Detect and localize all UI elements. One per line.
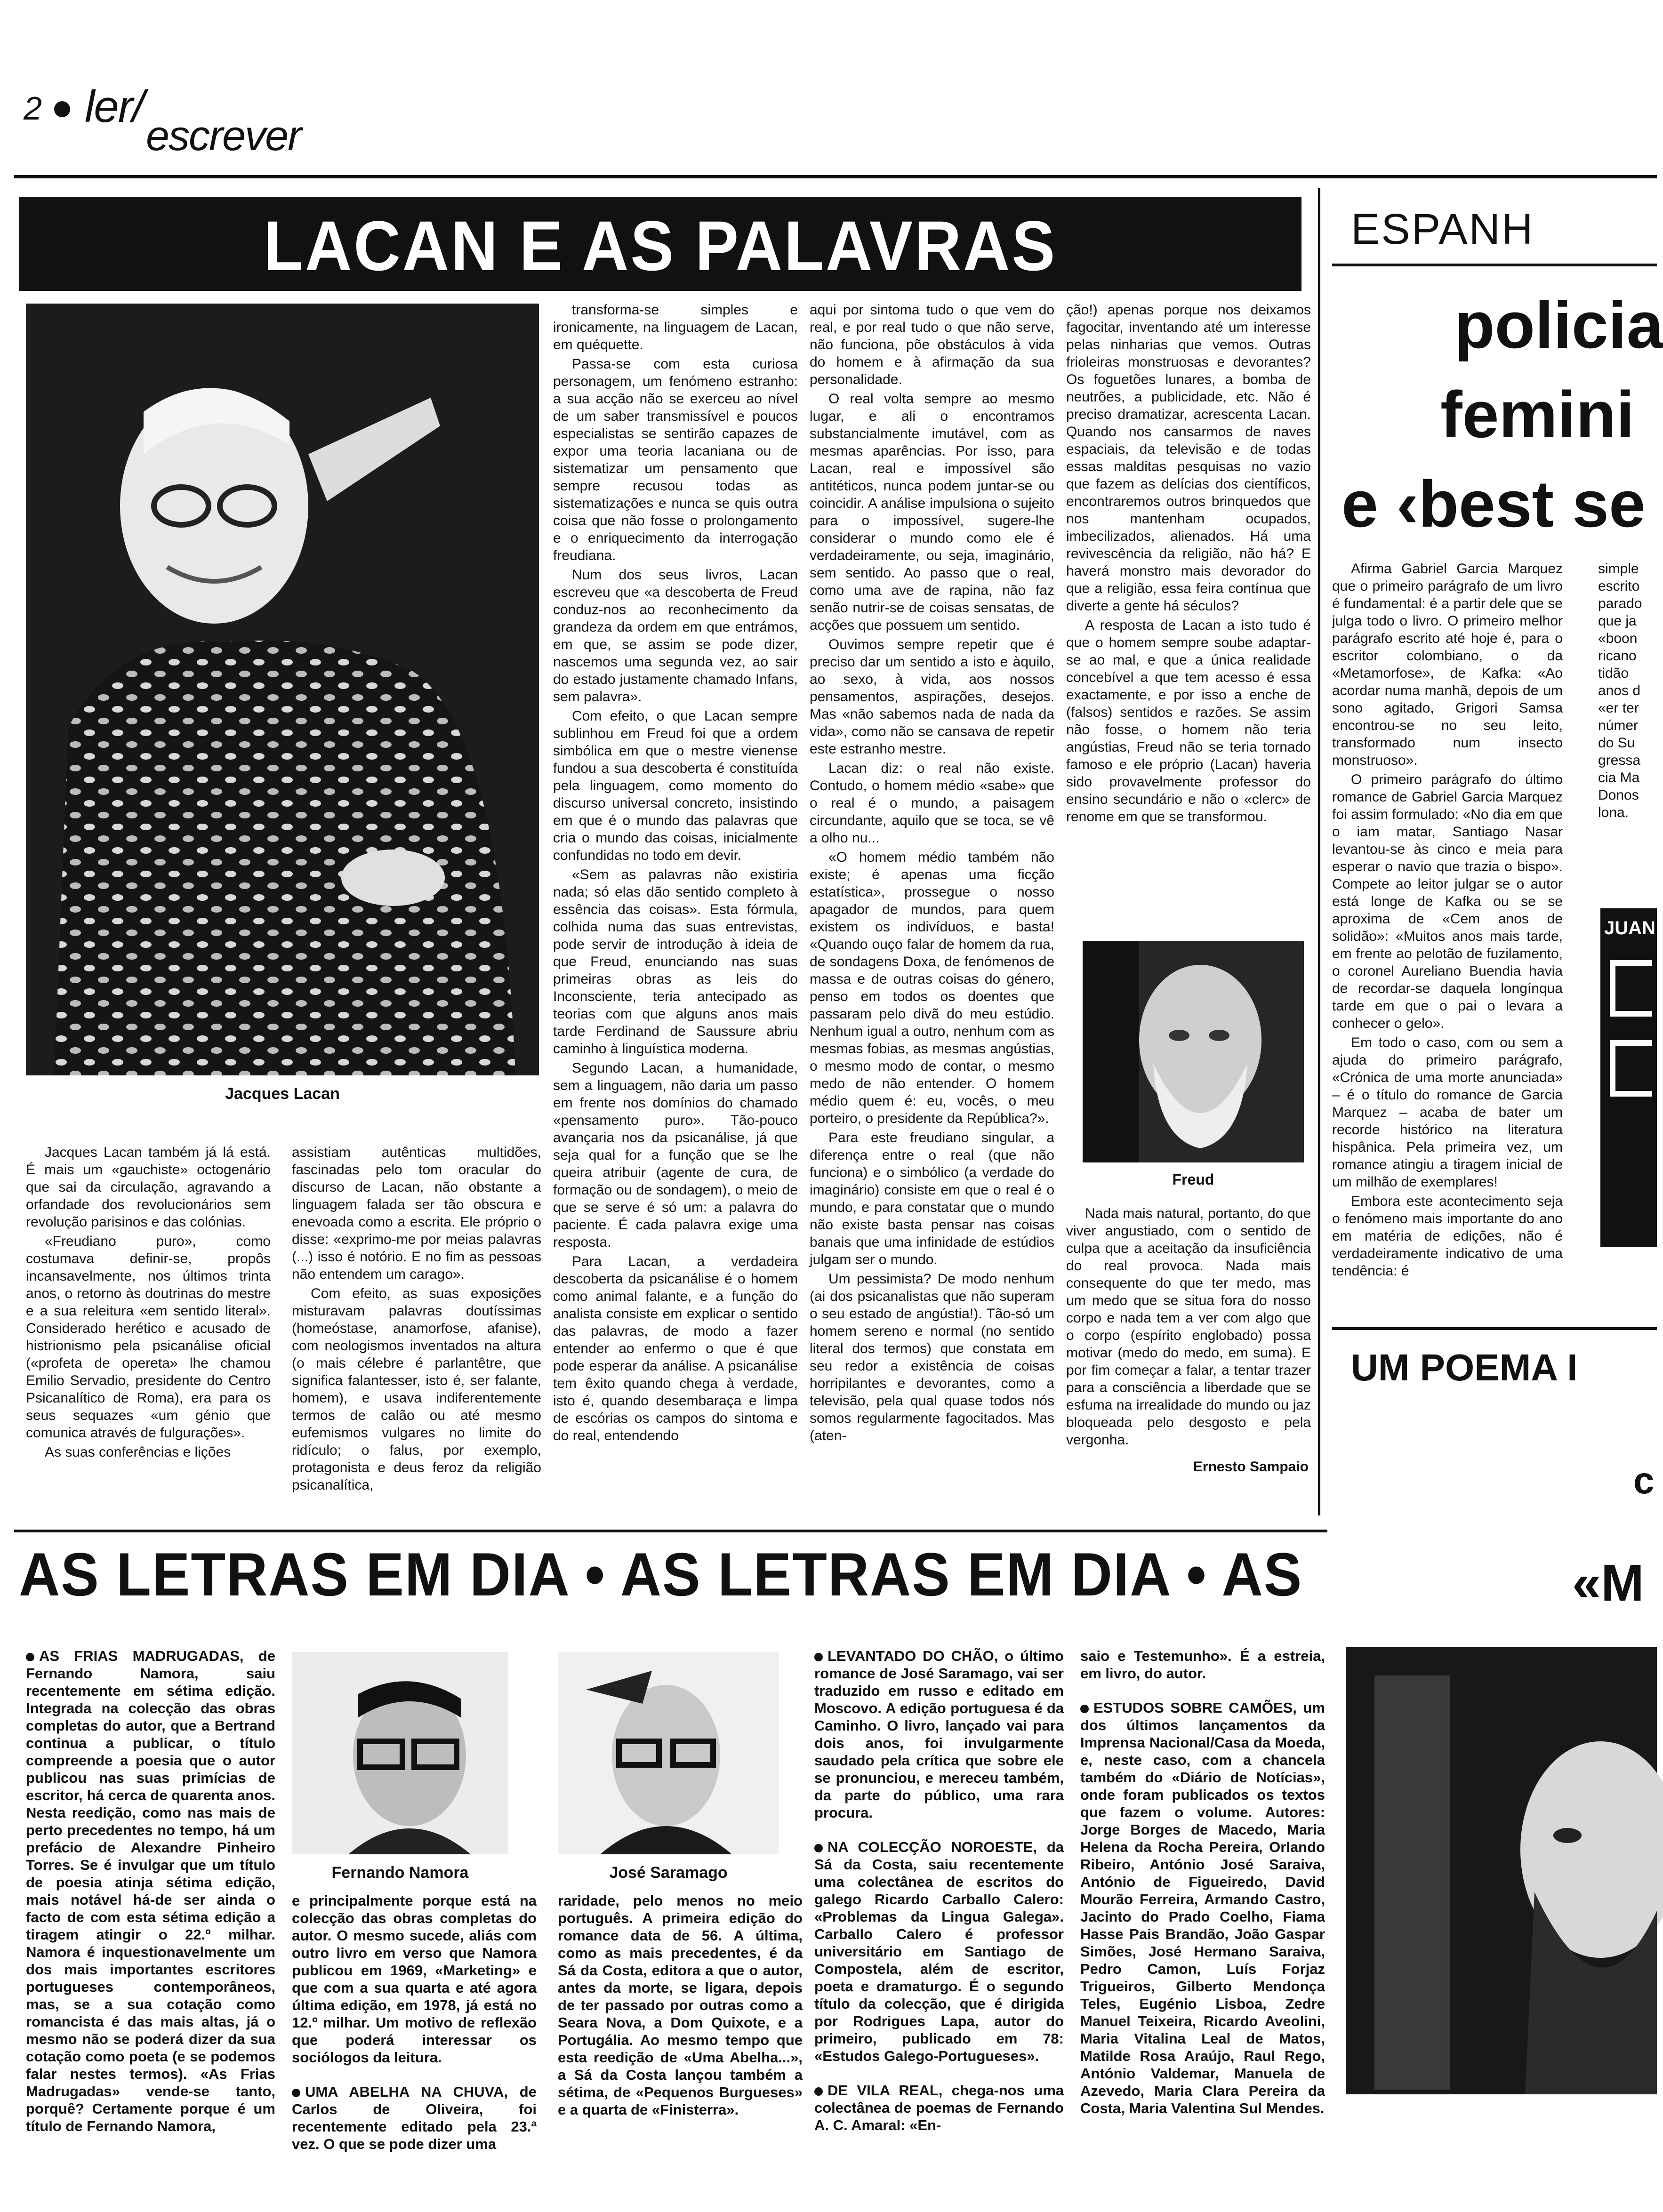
paragraph: Um pessimista? De modo nenhum (ai dos psicanalistas que não superam o seu estado de angústia!). Tão-só um homem sereno e normal (no sentido literal dos termos) que constata em seu redor a existência de coisas horripilantes e devorantes, como a televisão, pela qual quase todos nós somos regularmente fagocitados. Mas (aten- bbox=[810, 1271, 1054, 1443]
paragraph: A resposta de Lacan a isto tudo é que o homem sempre soube adaptar-se ao mal, e que a única realidade concebível a que tem acesso é essa exactamente, e por isso a enche de (falsos) sentidos e razões. Se assim não fosse, o homem não teria angústias, Freud não se teria tornado famoso e ele próprio (Lacan) haveria sido provavelmente professor do ensino secundário e não o «clerc» de renome em que se transformou. bbox=[1066, 617, 1311, 825]
paragraph: transforma-se simples e ironicamente, na linguagem de Lacan, em quéquette. bbox=[553, 302, 798, 353]
poet-portrait-graphic bbox=[1346, 1647, 1657, 2094]
paragraph: Para Lacan, a verdadeira descoberta da psicanálise é o homem como animal falante, e a função do analista consiste em explicar o sentido das palavras, de modo a fazer entender ao enfermo o que é que pode esperar da análise. A psicanálise tem êxito quando chega à verdade, isto é, quando desembaraça e limpa de escórias os campos do sintoma e do real, entendendo bbox=[553, 1254, 798, 1443]
author-byline: Ernesto Sampaio bbox=[1193, 1459, 1309, 1475]
text-fragment: Donos bbox=[1598, 787, 1639, 803]
paragraph: ção!) apenas porque nos deixamos fagocitar, inventando até um interesse pelas ninharias que vemos. Outras frioleiras monstruosas e devorantes? Os foguetões lunares, a bomba de neutrões, a publicidade, etc. Não é preciso dramatizar, acrescenta Lacan. Quando nos cansarmos de naves espaciais, da televisão e de todas essas malditas pesquisas no vazio que fazem as delícias dos científicos, encontraremos outros brinquedos que nos mantenham ocupados, imbecilizados, alienados. Há uma revivescência da religião, não há? E haverá monstro mais devorador do que a religião, essa feira contínua que diverte a gente há séculos? bbox=[1066, 302, 1311, 614]
item-text: raridade, pelo menos no meio português. A primeira edição do romance data de 56. A última, como as mais precedentes, é da Sá da Costa, editora a que o autor, antes da morte, se ligara, depois de ter passado por outras como a Seara Nova, a Dom Quixote, e a Portugália. Ao mesmo tempo que esta reedição de «Uma Abelha...», a Sá da Costa lançou também a sétima, de «Pequenos Burgueses» e a quarta de «Finisterra». bbox=[558, 1892, 803, 2118]
namora-portrait-graphic bbox=[292, 1652, 508, 1854]
paragraph: Com efeito, o que Lacan sempre sublinhou em Freud foi que a ordem simbólica em que o mestre vienense fundou a sua descoberta é constituída pela linguagem, como momento do discurso universal concreto, insistindo em que é o mundo das palavras que cria o mundo das coisas, inicialmente confundidas no todo em devir. bbox=[553, 708, 798, 863]
paragraph: «Freudiano puro», como costumava definir-se, propôs incansavelmente, nos últimos trinta anos, o retorno às doutrinas do mestre e a sua releitura «em sentido literal». Considerado herético e acusado de histrionismo pela psicanálise oficial («profeta de opereta» lhe chamou Emilio Servadio, presidente do Centro Psicanalítico de Roma), era para os seus sequazes «um génio que comunica através de fulgurações». bbox=[26, 1234, 271, 1441]
poem-fragment-c: c bbox=[1633, 1459, 1655, 1501]
paragraph: Passa-se com esta curiosa personagem, um fenómeno estranho: a sua acção não se exerceu ao nível de um saber transmissível e poucos especialistas se sentirão capazes de expor uma teoria lacaniana ou de sistematizar um pensamento que sempre recusou todas as sistematizações e nunca se quis outra coisa que não fosse o prolongamento e o enriquecimento da interrogação freudiana. bbox=[553, 356, 798, 563]
text-fragment: númer bbox=[1598, 718, 1639, 733]
paragraph: aqui por sintoma tudo o que vem do real, e por real tudo o que não serve, não funciona, põe obstáculos à vida do homem e à afirmação da sua personalidade. bbox=[810, 302, 1054, 387]
news-item bbox=[292, 1892, 537, 2066]
item-text: UMA ABELHA NA CHUVA, de Carlos de Oliveira, foi recentemente editado pela 23.ª vez. O que se pode dizer uma bbox=[292, 2084, 537, 2152]
freud-photo-caption: Freud bbox=[1172, 1171, 1214, 1188]
text-fragment: tidão bbox=[1598, 665, 1629, 681]
paragraph: O real volta sempre ao mesmo lugar, e ali o encontramos substancialmente imutável, com as mesmas aparências. Por isso, para Lacan, real e impossível são antitéticos, nunca podem juntar-se ou coincidir. A análise impulsiona o sujeito para o impossível, sugere-lhe considerar o mundo como ele é verdadeiramente, ou seja, imaginário, sem sentido. Ao passo que o real, como uma ave de rapina, não faz senão nutrir-se de coisas sensatas, de acções que possuem um sentido. bbox=[810, 391, 1054, 633]
news-item bbox=[814, 2082, 1064, 2134]
fernando-namora-caption: Fernando Namora bbox=[331, 1864, 469, 1882]
header-rule bbox=[14, 175, 1657, 178]
column-divider bbox=[1318, 188, 1320, 1515]
lacan-portrait-graphic bbox=[26, 304, 539, 1075]
bullet-dot-icon bbox=[814, 1653, 823, 1661]
freud-photo bbox=[1083, 941, 1304, 1162]
news-item bbox=[558, 1892, 803, 2118]
letras-top-rule bbox=[14, 1530, 1327, 1532]
text-fragment: «er ter bbox=[1598, 700, 1639, 716]
text-fragment: gressa bbox=[1598, 753, 1641, 768]
article-column-5-bottom bbox=[1066, 1205, 1311, 1450]
paragraph: Para este freudiano singular, a diferença entre o real (que não funciona) e o simbólico (a verdade do imaginário) consiste em que o real é o mundo, e para constatar que o mundo não existe basta pensar nas coisas banais que uma infinidade de estúdios julgam ser o mundo. bbox=[810, 1130, 1054, 1267]
paragraph: Num dos seus livros, Lacan escreveu que «a descoberta de Freud conduz-nos ao reconhecimento da grandeza da ordem em que entrámos, em que, se assim se pode dizer, nascemos uma segunda vez, ao sair do estado justamente chamado Infans, sem palavra». bbox=[553, 567, 798, 705]
lacan-photo-caption: Jacques Lacan bbox=[225, 1085, 340, 1103]
letras-column-1 bbox=[26, 1647, 275, 2179]
lacan-photo bbox=[26, 304, 539, 1075]
paragraph: As suas conferências e lições bbox=[45, 1444, 231, 1460]
article-title: LACAN E AS PALAVRAS bbox=[263, 206, 1057, 285]
letras-column-4 bbox=[814, 1647, 1064, 2179]
news-item bbox=[26, 1647, 275, 2135]
poem-title: UM POEMA I bbox=[1351, 1346, 1578, 1388]
intro-column-mid bbox=[292, 1144, 541, 1511]
article-column-3 bbox=[553, 301, 798, 1511]
paragraph: assistiam autênticas multidões, fascinadas pelo tom oracular do discurso de Lacan, não obstante a linguagem falada ser tão obscura e enevoada como a escrita. Ele próprio o disse: «exprimo-me por meias palavras (...) isso é notório. E no fim as pessoas não entendem um carago». bbox=[292, 1145, 541, 1282]
right-kicker-rule bbox=[1332, 264, 1657, 266]
news-item bbox=[814, 1647, 1064, 1821]
freud-portrait-graphic bbox=[1083, 941, 1304, 1162]
letras-column-3 bbox=[558, 1892, 803, 2179]
right-poem-rule bbox=[1332, 1327, 1657, 1330]
item-text: saio e Testemunho». É a estreia, em livro, do autor. bbox=[1080, 1648, 1325, 1682]
text-fragment: cia Ma bbox=[1598, 770, 1640, 785]
bullet-dot-icon bbox=[814, 1844, 823, 1852]
bullet-dot-icon bbox=[292, 2089, 300, 2097]
item-text: AS FRIAS MADRUGADAS, de Fernando Namora, saiu recentemente em sétima edição. Integrada na colecção das obras completas do autor, que a Bertrand continua a publicar, o título compreende a poesia que o autor publicou nas suas primícias de escritor, há cerca de quarenta anos. Nesta reedição, como nas mais de perto precedentes no tempo, há um prefácio de Alexandre Pinheiro Torres. Se é invulgar que um título de poesia atinja sétima edição, mais notável há-de ser ainda o facto de com esta sétima edição a tiragem atingir o 22.º milhar. Namora é inquestionavelmente um dos mais importantes escritores portugueses contemporâneos, mas, se a sua cotação como romancista é das mais altas, já o mesmo não se poderá dizer da sua cotação como poeta (e se podemos falar nestes termos). «As Frias Madrugadas» vende-se tanto, porquê? Certamente porque é um título de Fernando Namora, bbox=[26, 1648, 275, 2134]
news-item bbox=[1080, 1699, 1325, 2117]
paragraph: Nada mais natural, portanto, do que viver angustiado, com o sentido de culpa que a aceitação da insuficiência do real provoca. Nada mais consequente do que ter medo, mas um medo que se situa fora do nosso corpo e nada tem a ver com algo que o corpo (espírito englobado) possa motivar (medo do medo, em suma). E por fim começar a falar, a tentar trazer para a consciência a liberdade que se esfuma na irrealidade do mundo ou jaz bloqueada pelo desgosto e pela vergonha. bbox=[1066, 1206, 1311, 1448]
item-text: ESTUDOS SOBRE CAMÕES, um dos últimos lançamentos da Imprensa Nacional/Casa da Moeda, e, neste caso, com a chancela também do «Diário de Notícias», onde foram publicados os textos que fazem o volume. Autores: Jorge Borges de Macedo, Maria Helena da Rocha Pereira, Orlando Ribeiro, António José Saraiva, António de Figueiredo, David Mourão Ferreira, Armando Castro, Jacinto do Prado Coelho, Fiama Hasse Pais Brandão, João Gaspar Simões, José Hermano Saraiva, Pedro Camon, Luís Forjaz Trigueiros, Gilberto Mendonça Teles, Eugénio Lisboa, Zedre Manuel Teixeira, Ricardo Aveolini, Maria Vitalina Leal de Matos, Matilde Rosa Araújo, Raul Rego, António Valdemar, Manuela de Azevedo, Maria Clara Pereira da Costa, Maria Valentina Sul Mendes. bbox=[1080, 1699, 1325, 2116]
right-headline-line-3: e ‹best se bbox=[1342, 467, 1646, 541]
article-column-4 bbox=[810, 301, 1054, 1511]
bullet-dot-icon bbox=[1080, 1705, 1089, 1713]
right-headline-line-2: femini bbox=[1440, 377, 1635, 451]
right-kicker: ESPANH bbox=[1351, 205, 1534, 253]
poet-photo bbox=[1346, 1647, 1657, 2094]
paragraph: O primeiro parágrafo do último romance de Gabriel Garcia Marquez foi assim formulado: «No dia em que o iam matar, Santiago Nasar levantou-se às cinco e meia para esperar o navio que trazia o bispo». Compete ao leitor julgar se o autor está longe de Kafka ou se se aproxima de «Cem anos de solidão»: «Muitos anos mais tarde, em frente ao pelotão de fuzilamento, o coronel Aureliano Buendia havia de recordar-se daquela longínqua tarde em que o pai o levara a conhecer o gelo». bbox=[1332, 772, 1563, 1031]
letras-column-5 bbox=[1080, 1647, 1325, 2179]
text-fragment: que ja bbox=[1598, 613, 1637, 629]
right-black-band bbox=[1600, 908, 1657, 1247]
paragraph: Em todo o caso, com ou sem a ajuda do primeiro parágrafo, «Crónica de uma morte anunciada» – é o título do romance de Garcia Marquez – acaba de bater um recorde histórico na literatura hispânica. Pela primeira vez, um romance atingiu a tiragem inicial de um milhão de exemplares! bbox=[1332, 1035, 1563, 1190]
page-header bbox=[14, 56, 438, 160]
text-fragment: simple bbox=[1598, 561, 1639, 577]
text-fragment: do Su bbox=[1598, 735, 1635, 751]
paragraph: Jacques Lacan também já lá está. É mais um «gauchiste» octogenário que sai da circulação, agravando a orfandade dos revolucionários sem revolução parisinos e das colónias. bbox=[26, 1145, 271, 1230]
news-item bbox=[1080, 1647, 1325, 1682]
paragraph: Lacan diz: o real não existe. Contudo, o homem médio «sabe» que o real é o mundo, a paisagem circundante, aquilo que se toca, se vê a olho nu... bbox=[810, 761, 1054, 846]
news-item bbox=[814, 1838, 1064, 2065]
poem-fragment-m: «M bbox=[1572, 1554, 1644, 1612]
section-name-escrever: escrever bbox=[146, 112, 301, 160]
item-text: DE VILA REAL, chega-nos uma colectânea de poemas de Fernando A. C. Amaral: «En- bbox=[814, 2082, 1064, 2133]
bullet-dot-icon bbox=[26, 1653, 34, 1661]
bullet-dot-icon bbox=[814, 2087, 823, 2096]
jose-saramago-caption: José Saramago bbox=[609, 1864, 728, 1882]
title-bar bbox=[19, 197, 1301, 291]
text-fragment: lona. bbox=[1598, 805, 1629, 820]
saramago-portrait-graphic bbox=[558, 1652, 779, 1854]
paragraph: Com efeito, as suas exposições misturavam palavras doutíssimas (homeóstase, anamorfose, afanise), com neologismos inventados na altura (o mais célebre é parlantêtre, que significa falantesser, isto é, ser falante, homem), e usava indiferentemente termos de calão ou até mesmo eufemismos vulgares no limite do ridículo; o falus, por exemplo, protagonista e deus feroz da religião psicanalítica, bbox=[292, 1286, 541, 1493]
paragraph: «Sem as palavras não existiria nada; só elas dão sentido completo à essência das coisas». Esta fórmula, colhida numa das suas entrevistas, pode servir de introdução à ideia de que Freud, enunciando nas suas primeiras obras as leis do Inconsciente, teria antecipado as teorias com que alguns anos mais tarde Ferdinand de Saussure abriu caminho à linguística moderna. bbox=[553, 867, 798, 1057]
paragraph: Afirma Gabriel Garcia Marquez que o primeiro parágrafo de um livro é fundamental: é a partir dele que se julga todo o livro. O primeiro melhor parágrafo escrito até hoje é, para o escritor colombiano, o da «Metamorfose», de Kafka: «Ao acordar numa manhã, depois de um sono agitado, Grigori Samsa encontrou-se no seu leito, transformado num insecto monstruoso». bbox=[1332, 561, 1563, 768]
paragraph: Segundo Lacan, a humanidade, sem a linguagem, não daria um passo em frente nos domínios do chamado «pensamento puro». Tão-pouco avançaria nos da psicanálise, já que seja qual for a função que se lhe queira atribuir (agente de cura, de formação ou de sondagem), o meio de que se serve é só um: a palavra do paciente. É cada palavra exige uma resposta. bbox=[553, 1060, 798, 1250]
item-text: e principalmente porque está na colecção das obras completas do autor. O mesmo sucede, aliás com outro livro em verso que Namora publicou em 1969, «Marketing» e que com a sua quarta e até agora última edição, em 1978, já está no 12.º milhar. Um motivo de reflexão que poderá interessar os sociólogos da leitura. bbox=[292, 1892, 537, 2066]
band-graphic bbox=[1610, 1040, 1652, 1097]
text-fragment: escrito bbox=[1598, 578, 1640, 594]
fernando-namora-photo bbox=[292, 1652, 508, 1854]
letras-banner: AS LETRAS EM DIA • AS LETRAS EM DIA • AS bbox=[19, 1540, 1303, 1609]
article-column-5-top bbox=[1066, 301, 1311, 922]
band-text: JUAN bbox=[1604, 918, 1655, 938]
section-name-ler: ler/ bbox=[85, 81, 144, 132]
text-fragment: anos d bbox=[1598, 683, 1641, 698]
right-column-a bbox=[1332, 560, 1563, 1279]
news-item bbox=[292, 2083, 537, 2153]
band-graphic bbox=[1610, 960, 1652, 1017]
page-number: 2 bbox=[24, 90, 42, 127]
text-fragment: «boon bbox=[1598, 631, 1638, 646]
paragraph: Ouvimos sempre repetir que é preciso dar um sentido a isto e àquilo, ao sexo, à vida, aos nossos pensamentos, aspirações, desejos. Mas «não sabemos nada de nada da vida», como não se cansava de repetir este estranho mestre. bbox=[810, 637, 1054, 757]
paragraph: «O homem médio também não existe; é apenas uma ficção estatística», prossegue o nosso apagador de mundos, para quem existem os indivíduos, e basta! «Quando ouço falar de homem da rua, de sondagens Doxa, de fenómenos de massa e de outras coisas do género, penso em todos os doentes que passaram pelo divã do meu estúdio. Nenhum igual a outro, nenhum com as mesmas fobias, as mesmas angústias, o mesmo modo de contar, o mesmo medo de não entender. O homem médio quem é: eu, vocês, o meu porteiro, o presidente da República?». bbox=[810, 850, 1054, 1126]
bullet-dot-icon bbox=[54, 101, 70, 117]
paragraph: Embora este acontecimento seja o fenómeno mais importante do ano em matéria de edições, não é verdadeiramente indicativo de uma tendência: é bbox=[1332, 1194, 1563, 1279]
jose-saramago-photo bbox=[558, 1652, 779, 1854]
right-column-b bbox=[1598, 560, 1657, 899]
item-text: LEVANTADO DO CHÃO, o último romance de José Saramago, vai ser traduzido em russo e editado em Moscovo. A edição portuguesa é da Caminho. O livro, lançado vai para dois anos, foi invulgarmente saudado pela crítica que sobre ele se pronunciou, e mereceu também, da parte do público, uma rara procura. bbox=[814, 1648, 1064, 1821]
text-fragment: ricano bbox=[1598, 648, 1637, 664]
letras-column-2 bbox=[292, 1892, 537, 2179]
text-fragment: parado bbox=[1598, 596, 1642, 611]
intro-column-left bbox=[26, 1144, 271, 1511]
item-text: NA COLECÇÃO NOROESTE, da Sá da Costa, saiu recentemente uma colectânea de escritos do galego Ricardo Carballo Calero: «Problemas da Lingua Galega». Carballo Calero é professor universitário em Santiago de Compostela, além de escritor, poeta e dramaturgo. É o segundo título da colecção, que é dirigida por Rodrigues Lapa, autor do primeiro, publicado em 78: «Estudos Galego-Portugueses». bbox=[814, 1839, 1064, 2064]
right-headline-line-1: policia bbox=[1454, 288, 1663, 362]
